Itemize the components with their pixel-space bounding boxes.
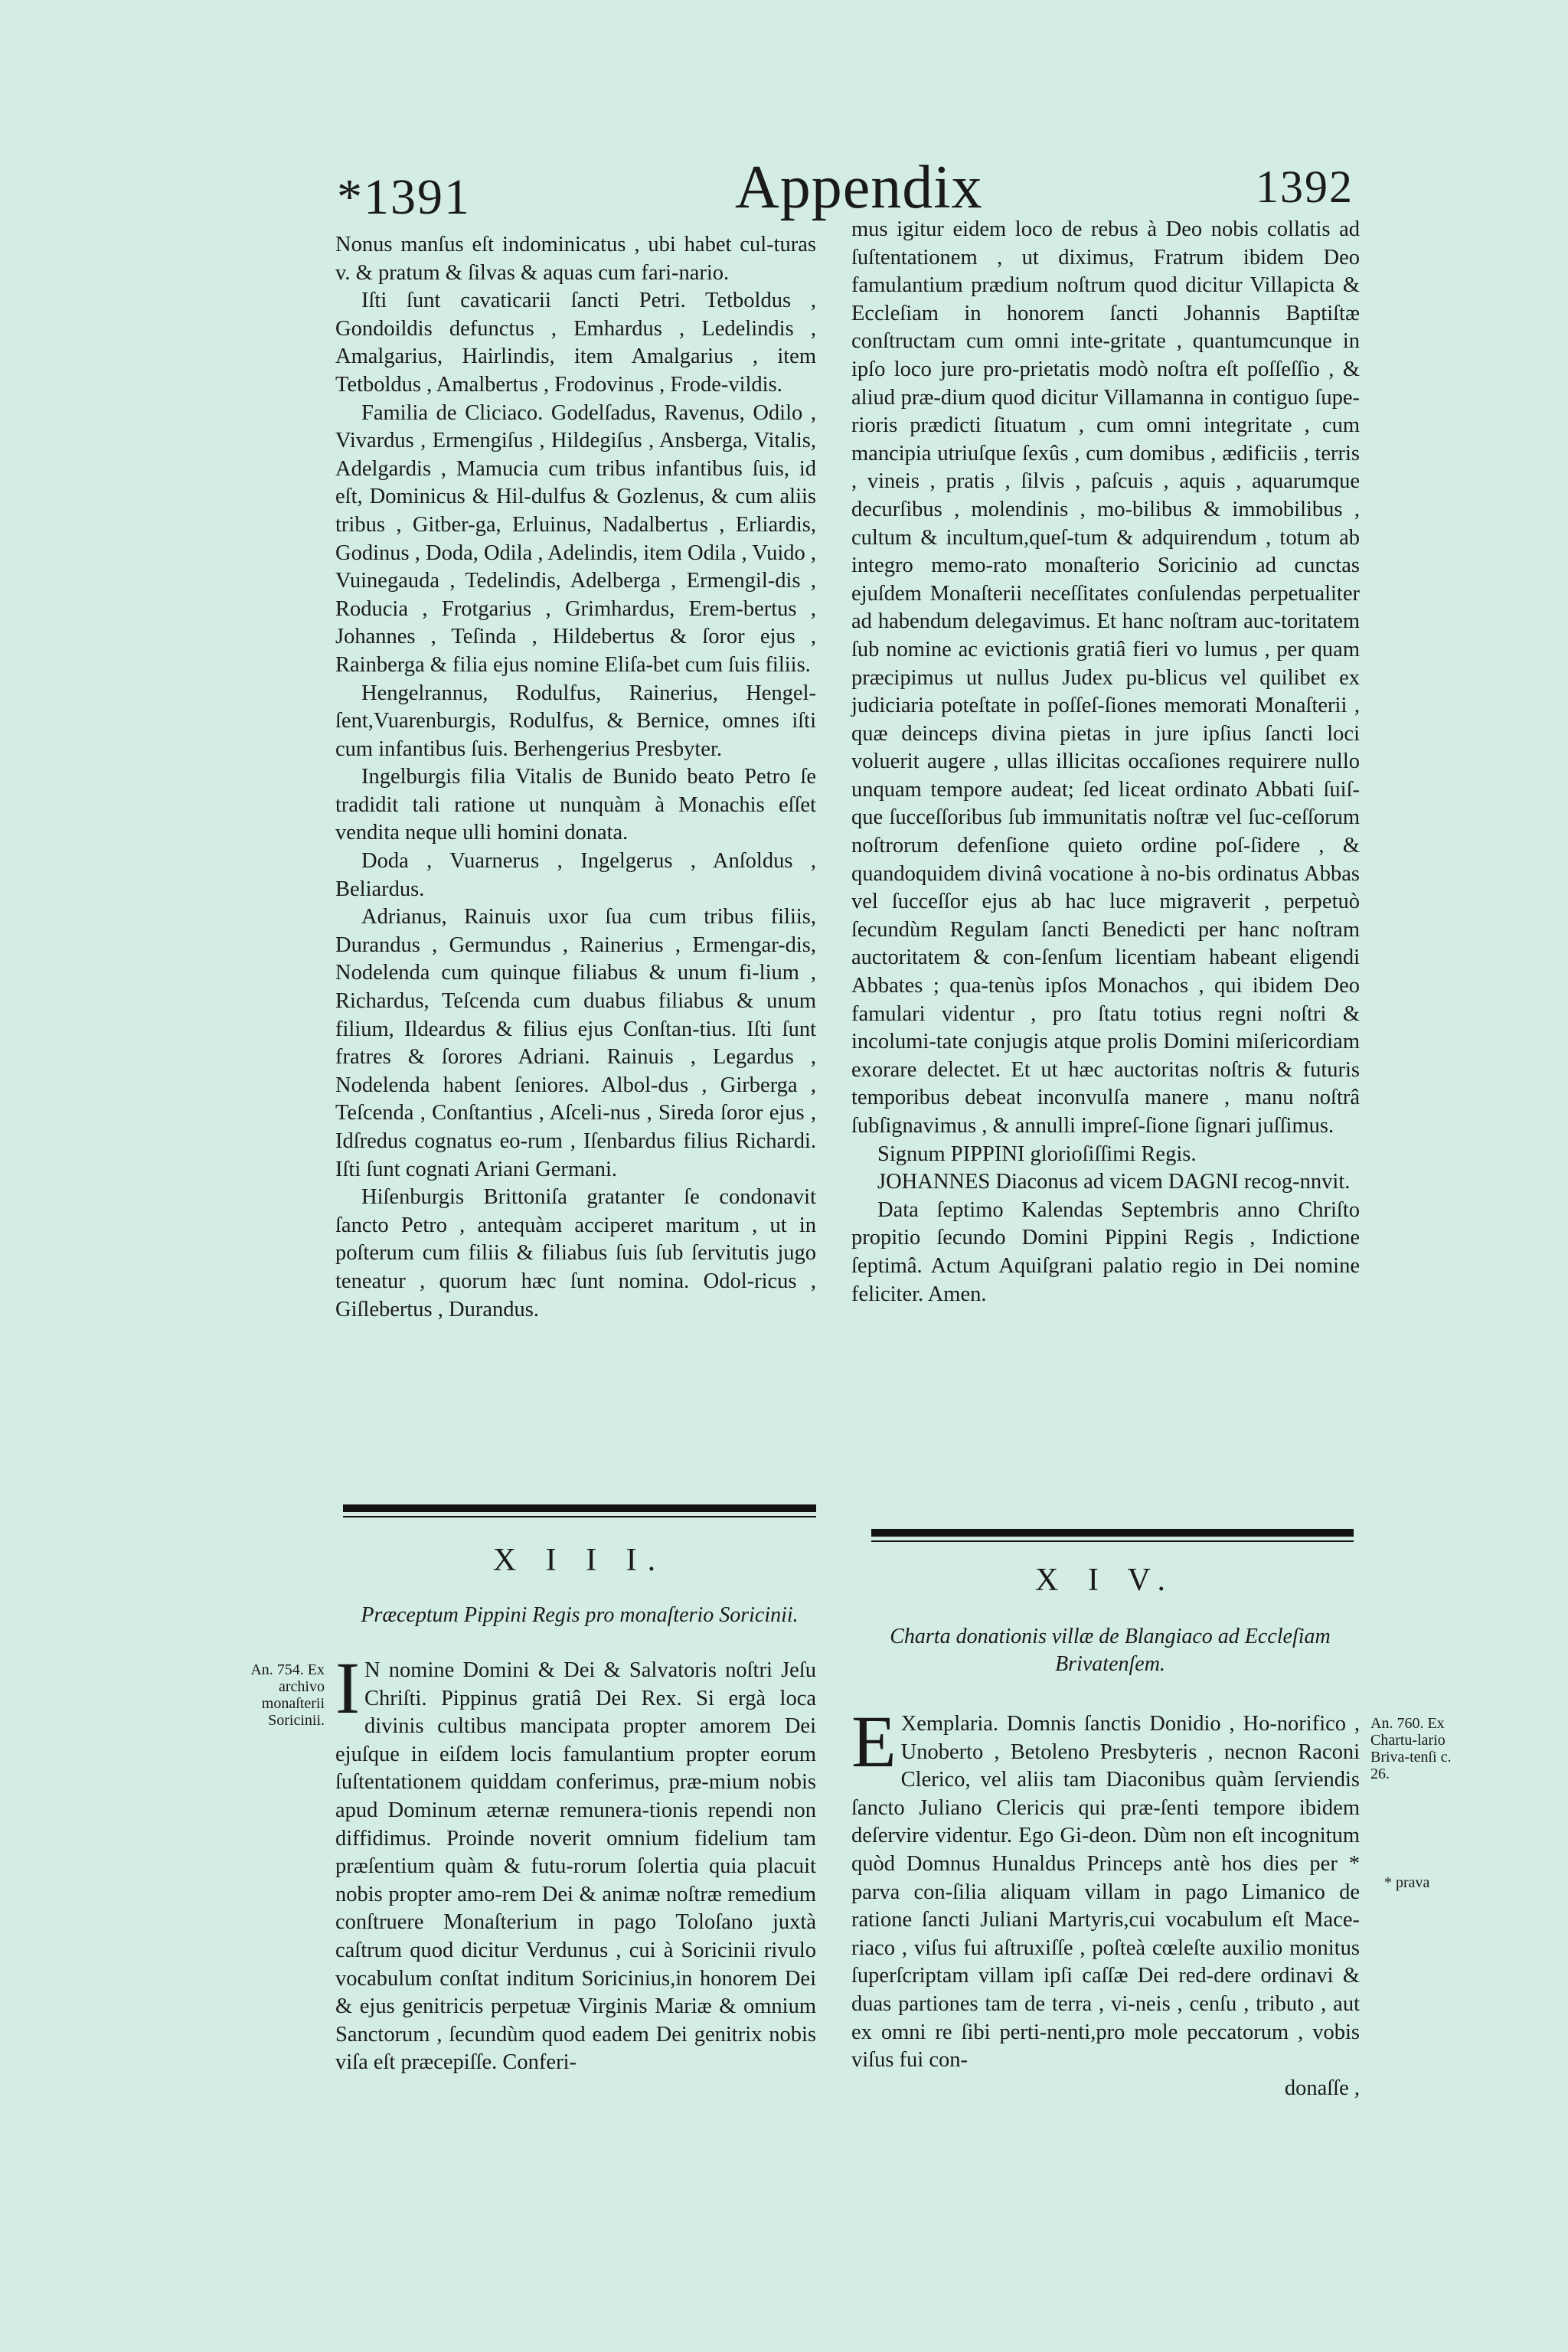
drop-capital: I: [335, 1647, 360, 1729]
running-title: Appendix: [735, 154, 983, 221]
section-number-xiv: X I V.: [1035, 1563, 1176, 1598]
margin-note-xiv: An. 760. Ex Chartu-lario Briva-tenſi c. 26.: [1370, 1715, 1452, 1782]
paragraph: Familia de Cliciaco. Godelſadus, Ravenus, Odilo , Vivardus , Ermengiſus , Hildegiſus , Ansberga, Vitalis, Adelgardis , Mamucia cum tribus infantibus ſuis, id eſt, Dominicus & Hil-dulfus & Gozlenus, & cum aliis tribus , Gitber-ga, Erluinus, Nadalbertus , Erliardis, Godinus , Doda, Odila , Adelindis, item Odila , Vuido , Vuinegauda , Tedelindis, Adelberga , Ermengil-dis , Roducia , Frotgarius , Grimhardus, Erem-bertus , Johannes , Teſinda , Hildebertus & ſoror ejus , Rainberga & filia ejus nomine Eliſa-bet cum ſuis filiis.: [335, 400, 816, 677]
signum-line: Signum PIPPINI glorioſiſſimi Regis.: [877, 1142, 1197, 1166]
section-rule-right-thin: [871, 1540, 1354, 1542]
section-number-xiii: X I I I.: [492, 1543, 667, 1578]
section-title-xiv: Charta donationis villæ de Blangiaco ad Eccleſiam Brivatenſem.: [890, 1625, 1331, 1676]
drop-capital: E: [851, 1700, 897, 1782]
paragraph: Adrianus, Rainuis uxor ſua cum tribus filiis, Durandus , Germundus , Rainerius , Ermengar-dis, Nodelenda cum quinque filiabus & unum fi-lium , Richardus, Teſcenda cum duabus filiabus & unum filium, Ildeardus & filius ejus Conſtan-tius. Iſti ſunt fratres & ſorores Adriani. Rainuis , Legardus , Nodelenda habent ſeniores. Albol-dus , Girberga , Teſcenda , Conſtantius , Aſceli-nus , Sireda ſoror ejus , Idſredus cognatus eo-rum , Iſenbardus filius Richardi. Iſti ſunt cognati Ariani Germani.: [335, 905, 816, 1181]
section-text-xiii: [335, 1647, 816, 2077]
section-title-xiii: Præceptum Pippini Regis pro monaſterio Soricinii.: [361, 1603, 799, 1627]
section-rule-right: [871, 1529, 1354, 1537]
section-rule-left-thin: [343, 1516, 816, 1517]
right-column-top: [851, 216, 1360, 1308]
paragraph: Xemplaria. Domnis ſanctis Donidio , Ho-norifico , Unoberto , Betoleno Presbyteris , necnon Raconi Clerico, vel aliis tam Diaconibus quàm ſerviendis ſancto Juliano Clericis qui præ-ſenti tempore ibidem deſervire videntur. Ego Gi-deon. Dùm non eſt incognitum quòd Domnus Hunaldus Princeps antè hos dies per * parva con-ſilia aliquam villam in pago Limanico de ratione ſancti Juliani Martyris,cui vocabulum eſt Mace-riaco , viſus fui aſtruxiſſe , poſteà cœleſte auxilio monitus ſuperſcriptam villam ipſi caſſæ Dei red-dere ordinavi & duas partiones tam de terra , vi-neis , cenſu , tributo , aut ex omni re ſibi perti-nenti,pro mole peccatorum , vobis viſus fui con-: [851, 1712, 1360, 2073]
paragraph: Nonus manſus eſt indominicatus , ubi habet cul-turas v. & pratum & ſilvas & aquas cum fari-nario.: [335, 233, 816, 285]
paragraph: Hengelrannus, Rodulfus, Rainerius, Hengel-ſent,Vuarenburgis, Rodulfus, & Bernice, omnes iſti cum infantibus ſuis. Berhengerius Presbyter.: [335, 681, 816, 761]
margin-note-xiii: An. 754. Ex archivo monaſterii Soricinii.: [250, 1661, 325, 1729]
catchword: donaſſe ,: [1284, 2076, 1360, 2100]
section-text-xiv: [851, 1700, 1360, 2102]
section-rule-left: [343, 1504, 816, 1512]
paragraph: Hiſenburgis Brittoniſa gratanter ſe condonavit ſancto Petro , antequàm acciperet maritum , ut in poſterum cum filiis & filiabus ſuis ſub ſervitutis jugo teneatur , quorum hæc ſunt nomina. Odol-ricus , Giſlebertus , Durandus.: [335, 1185, 816, 1321]
left-column-top: [335, 231, 816, 1324]
paragraph: Ingelburgis filia Vitalis de Bunido beato Petro ſe tradidit tali ratione ut nunquàm à Monachis eſſet vendita neque ulli homini donata.: [335, 765, 816, 845]
folio-number-left: *1391: [337, 169, 471, 225]
paragraph: Doda , Vuarnerus , Ingelgerus , Anſoldus , Beliardus.: [335, 849, 816, 901]
paragraph: N nomine Domini & Dei & Salvatoris noſtri Jeſu Chriſti. Pippinus gratiâ Dei Rex. Si ergà loca divinis cultibus mancipata propter amorem Dei ejuſque in eiſdem locis famulantium propter eorum ſuſtentationem quiddam conferimus, præ-mium nobis apud Dominum æternæ remunera-tionis rependi non diffidimus. Proinde noverit omnium fidelium tam præſentium quàm & futu-rorum ſolertia quia placuit nobis propter amo-rem Dei & animæ noſtræ remedium conſtruere Monaſterium in pago Toloſano juxtà caſtrum quod dicitur Verdunus , cui à Soricinii rivulo vocabulum conſtat inditum Soricinius,in honorem Dei & ejus genitricis perpetuæ Virginis Mariæ & omnium Sanctorum , ſecundùm quod eadem Dei genitrix nobis viſa eſt præcepiſſe. Conferi-: [335, 1658, 816, 2075]
date-line: Data ſeptimo Kalendas Septembris anno Chriſto propitio ſecundo Domini Pippini Regis , Indictione ſeptimâ. Actum Aquiſgrani palatio regio in Dei nomine feliciter. Amen.: [851, 1197, 1360, 1306]
paragraph: mus igitur eidem loco de rebus à Deo nobis collatis ad ſuſtentationem , ut diximus, Fratrum ibidem Deo famulantium prædium noſtrum quod dicitur Villapicta & Eccleſiam in honorem ſancti Johannis Baptiſtæ conſtructam cum omni inte-gritate , quantumcunque in ipſo loco jure pro-prietatis modò noſtra eſt poſſeſſio , & aliud præ-dium quod dicitur Villamanna in contiguo ſupe-rioris prædicti ſituatum , cum omni integritate , cum mancipia utriuſque ſexûs , cum domibus , ædificiis , terris , vineis , pratis , ſilvis , paſcuis , aquis , aquarumque decurſibus , molendinis , mo-bilibus & immobilibus , cultum & incultum,queſ-tum & adquirendum , totum ab integro memo-rato monaſterio Soricinio ad cunctas ejuſdem Monaſterii neceſſitates conſulendas perpetualiter ad habendum delegavimus. Et hanc noſtram auc-toritatem ſub nomine ac evictionis gratiâ fieri vo lumus , per quam præcipimus ut nullus Judex pu-blicus vel quilibet ex judiciaria poteſtate in poſſeſ-ſiones memorati Monaſterii , quæ deinceps divina pietas in jure ipſius ſancti loci voluerit augere , ullas illicitas occaſiones requirere nullo unquam tempore audeat; ſed liceat ordinato Abbati ſuiſ-que ſucceſſoribus ſub immunitatis noſtræ vel ſuc-ceſſorum noſtrorum defenſione quieto ordine poſ-ſidere , & quandoquidem divinâ vocatione à no-bis ordinatus Abbas vel ſucceſſor ejus ab hac luce migraverit , perpetuò ſecundùm Regulam ſancti Benedicti per hanc noſtram auctoritatem & con-ſenſum licentiam habeant eligendi Abbates ; qua-tenùs ipſos Monachos , qui ibidem Deo famulari videntur , pro ſtatu totius regni noſtri & incolumi-tate conjugis atque prolis Domini miſericordiam exorare delectet. Et ut hæc auctoritas noſtris & futuris temporibus debeat inconvulſa manere , manu noſtrâ ſubſignavimus , & annulli impreſ-ſione ſignari juſſimus.: [851, 217, 1360, 1138]
recognition-line: JOHANNES Diaconus ad vicem DAGNI recog-nnvit.: [877, 1170, 1351, 1194]
margin-note-prava: * prava: [1384, 1874, 1430, 1891]
folio-number-right: 1392: [1256, 162, 1354, 212]
paragraph: Iſti ſunt cavaticarii ſancti Petri. Tetboldus , Gondoildis defunctus , Emhardus , Ledelindis , Amalgarius, Hairlindis, item Amalgarius , item Tetboldus , Amalbertus , Frodovinus , Frode-vildis.: [335, 289, 816, 397]
